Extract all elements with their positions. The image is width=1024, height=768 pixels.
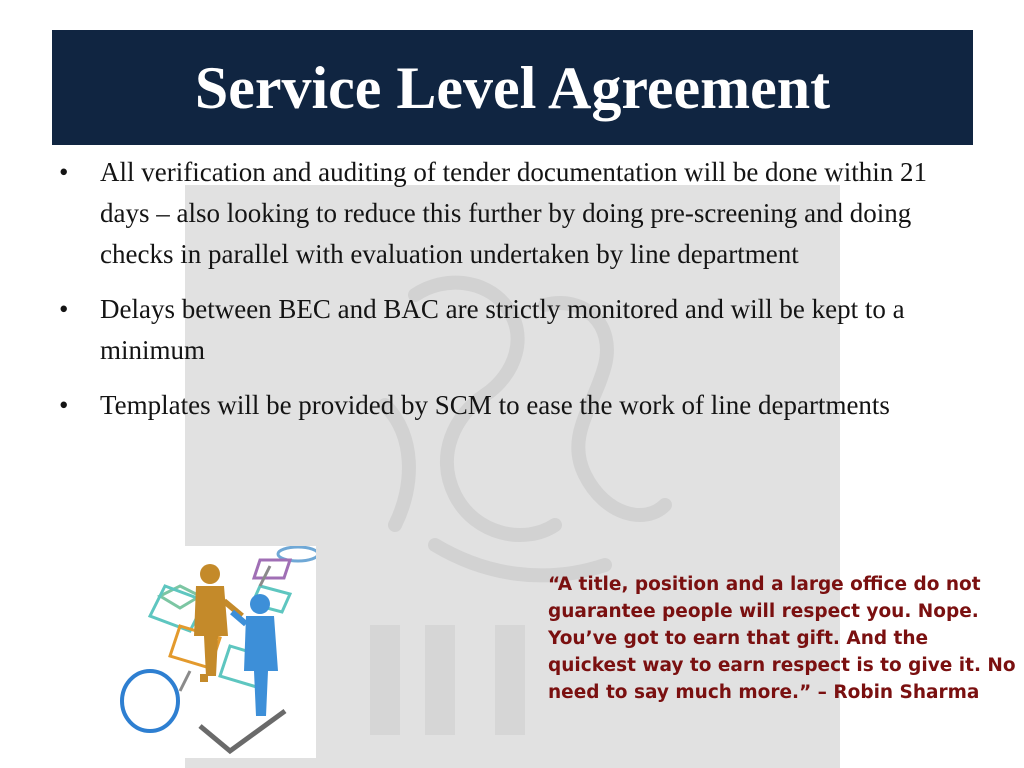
bullet-item [55, 152, 965, 275]
bullet-marker: • [59, 294, 69, 324]
title-bar [52, 30, 973, 145]
slide-title: Service Level Agreement [194, 54, 831, 121]
bullet-item [55, 289, 965, 371]
bullet-text: Delays between BEC and BAC are strictly monitored and will be kept to a minimum [100, 294, 905, 365]
bullet-marker: • [59, 157, 69, 187]
handshake-flowchart-icon [120, 546, 316, 758]
handshake-flowchart-image [120, 546, 316, 758]
bullet-text: Templates will be provided by SCM to ease the work of line departments [100, 390, 890, 420]
bullet-list [55, 152, 965, 440]
bullet-item [55, 385, 965, 426]
quote-text: “A title, position and a large office do not guarantee people will respect you. Nope. You’ve got to earn that gift. And the quickest way to earn respect is to give it. No need to say much more.” – Robin Sharma [548, 574, 1016, 703]
bullet-marker: • [59, 390, 69, 420]
bullet-text: All verification and auditing of tender documentation will be done within 21 days – also looking to reduce this further by doing pre-screening and doing checks in parallel with evaluation undertaken by line department [100, 157, 928, 269]
